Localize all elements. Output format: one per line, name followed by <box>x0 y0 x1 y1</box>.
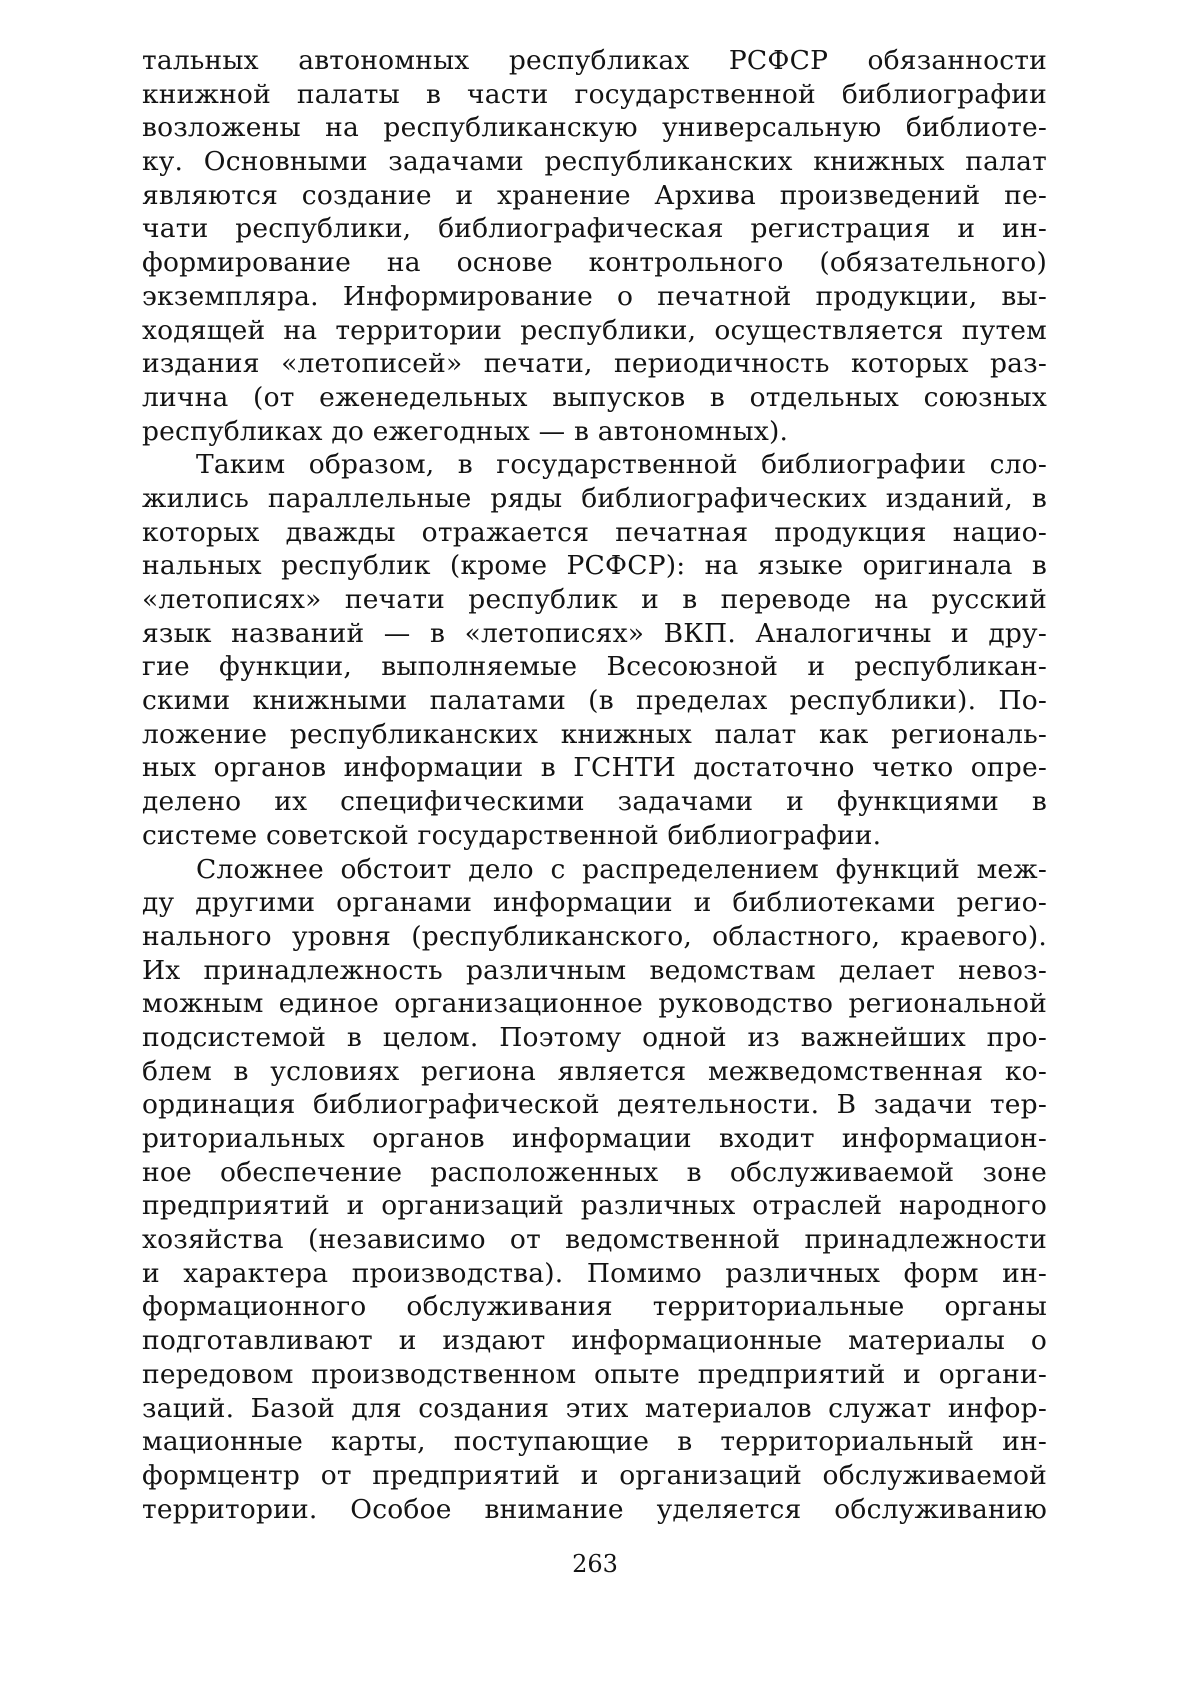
text-line: делено их специфическими задачами и функциями в <box>142 786 1047 818</box>
text-line: мационные карты, поступающие в территориальный ин- <box>142 1426 1047 1458</box>
text-line: заций. Базой для создания этих материалов служат инфор- <box>142 1392 1047 1424</box>
text-line: ходящей на территории республики, осуществляется путем <box>142 314 1047 346</box>
text-line: нальных республик (кроме РСФСР): на языке оригинала в <box>142 550 1047 582</box>
text-line: и характера производства). Помимо различных форм ин- <box>142 1257 1047 1289</box>
text-line: территории. Особое внимание уделяется обслуживанию <box>142 1493 1047 1525</box>
page-text <box>142 44 1047 1526</box>
text-line: подготавливают и издают информационные материалы о <box>142 1325 1047 1357</box>
text-line: чати республики, библиографическая регистрация и ин- <box>142 213 1047 245</box>
text-line: ординация библиографической деятельности. В задачи тер- <box>142 1089 1047 1121</box>
text-line: подсистемой в целом. Поэтому одной из важнейших про- <box>142 1021 1047 1053</box>
text-line: Таким образом, в государственной библиографии сло- <box>196 449 1047 481</box>
text-line: можным единое организационное руководство региональной <box>142 988 1047 1020</box>
text-line: блем в условиях региона является межведомственная ко- <box>142 1055 1047 1087</box>
text-line: издания «летописей» печати, периодичность которых раз- <box>142 348 1047 380</box>
text-line: хозяйства (независимо от ведомственной принадлежности <box>142 1224 1047 1256</box>
text-line: являются создание и хранение Архива произведений пе- <box>142 179 1047 211</box>
text-line: скими книжными палатами (в пределах республики). По- <box>142 685 1047 717</box>
text-line: риториальных органов информации входит информацион- <box>142 1123 1047 1154</box>
text-line: возложены на республиканскую универсальную библиоте- <box>142 112 1047 144</box>
text-line: ложение республиканских книжных палат как региональ- <box>142 718 1047 750</box>
text-line: Их принадлежность различным ведомствам делает невоз- <box>142 954 1047 986</box>
text-line: республиках до ежегодных — в автономных). <box>142 415 789 447</box>
text-line: формцентр от предприятий и организаций обслуживаемой <box>142 1459 1047 1491</box>
page-number: 263 <box>572 1550 618 1578</box>
text-line: «летописях» печати республик и в переводе на русский <box>142 584 1047 615</box>
text-line: формационного обслуживания территориальные органы <box>142 1291 1047 1323</box>
text-line: тальных автономных республиках РСФСР обязанности <box>142 45 1047 76</box>
text-line: нального уровня (республиканского, областного, краевого). <box>142 920 1047 952</box>
text-line: ду другими органами информации и библиотеками регио- <box>142 887 1047 919</box>
text-line: экземпляра. Информирование о печатной продукции, вы- <box>142 280 1047 312</box>
text-line: книжной палаты в части государственной библиографии <box>142 78 1047 110</box>
text-line: лична (от еженедельных выпусков в отдельных союзных <box>142 381 1047 413</box>
text-line: язык названий — в «летописях» ВКП. Аналогичны и дру- <box>142 617 1047 649</box>
text-line: которых дважды отражается печатная продукция нацио- <box>142 516 1047 548</box>
text-line: формирование на основе контрольного (обязательного) <box>142 247 1047 279</box>
text-line: предприятий и организаций различных отраслей народного <box>142 1190 1047 1222</box>
text-line: ных органов информации в ГСНТИ достаточно четко опре- <box>142 752 1047 784</box>
text-line: Сложнее обстоит дело с распределением функций меж- <box>196 853 1047 885</box>
text-line: ное обеспечение расположенных в обслуживаемой зоне <box>142 1156 1047 1188</box>
text-line: жились параллельные ряды библиографических изданий, в <box>142 482 1047 514</box>
text-line: системе советской государственной библиографии. <box>142 819 882 851</box>
text-line: гие функции, выполняемые Всесоюзной и республикан- <box>142 651 1047 683</box>
text-line: ку. Основными задачами республиканских книжных палат <box>142 146 1047 178</box>
text-line: передовом производственном опыте предприятий и органи- <box>142 1358 1047 1390</box>
